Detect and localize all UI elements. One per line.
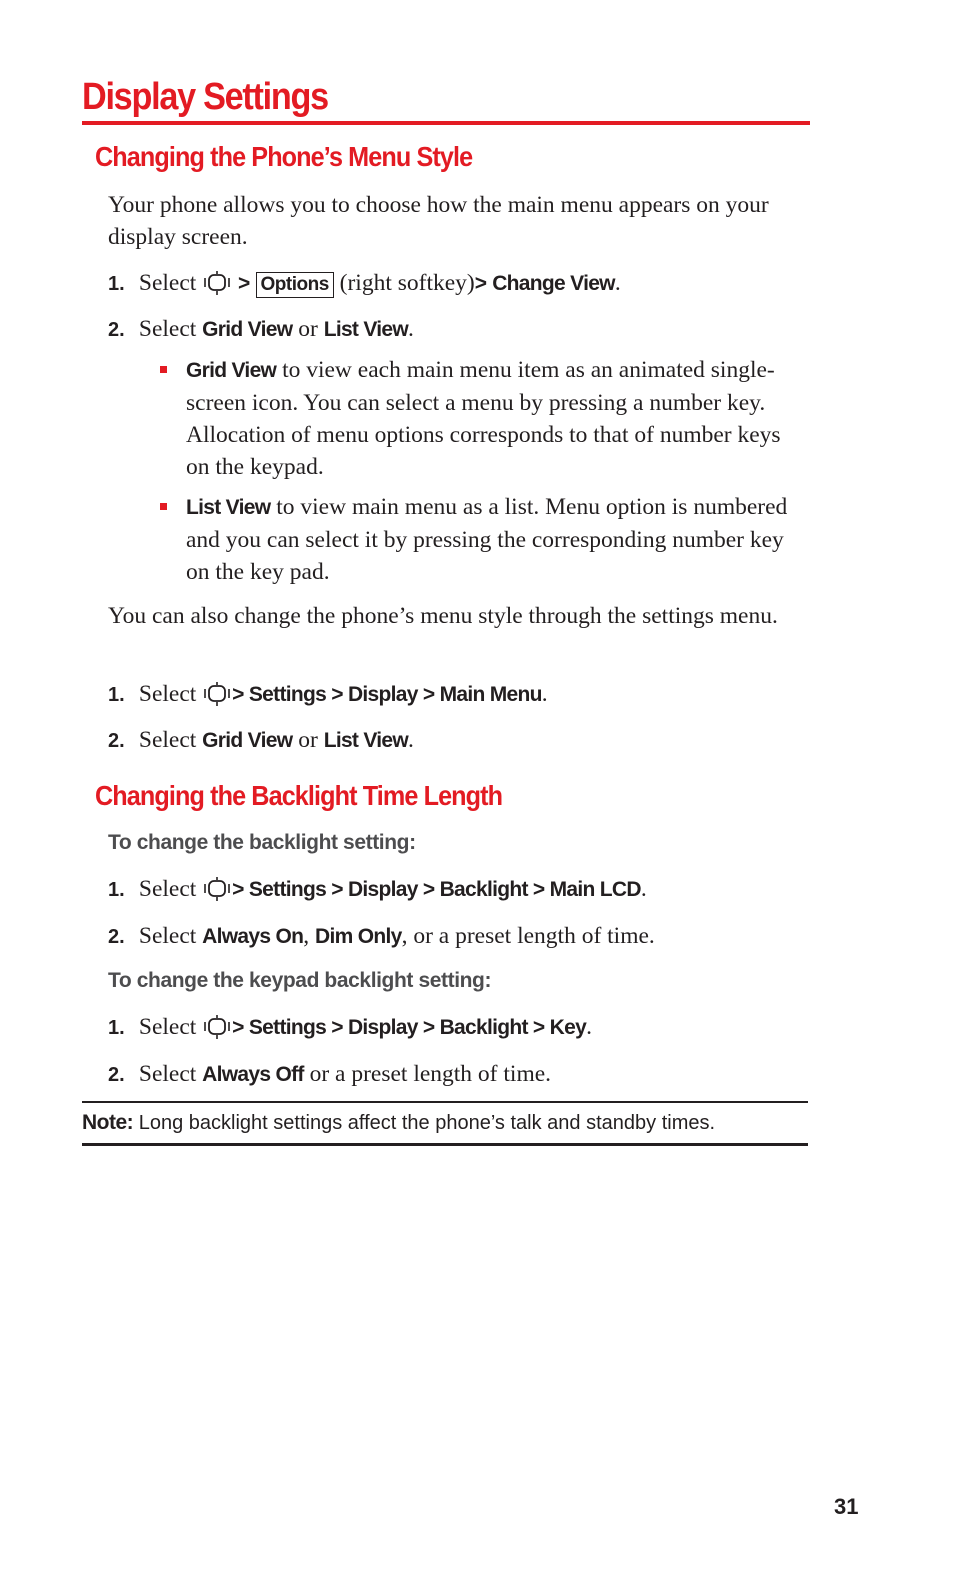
note-rule-bottom <box>82 1143 808 1146</box>
step-1-key <box>108 1011 808 1044</box>
title-rule <box>82 121 810 125</box>
step-2-grid-or-list <box>108 313 808 346</box>
page-title: Display Settings <box>82 76 328 118</box>
step-2-always-on <box>108 920 808 953</box>
menu-option-always-off: Always Off <box>202 1063 304 1086</box>
subheading-backlight: To change the backlight setting: <box>108 831 416 854</box>
note-text: Long backlight settings affect the phone’s talk and standby times. <box>138 1112 716 1134</box>
subheading-keypad-backlight: To change the keypad backlight setting: <box>108 969 492 992</box>
menu-key-icon <box>202 876 232 902</box>
select-word: Select <box>138 876 197 902</box>
menu-option-dim-only: Dim Only <box>315 925 402 948</box>
select-word: Select <box>138 727 197 753</box>
step-number: 2. <box>108 319 125 341</box>
path-separator: > <box>238 272 250 295</box>
period: . <box>614 270 621 296</box>
period: . <box>640 876 647 902</box>
menu-option-always-on: Always On <box>202 925 304 948</box>
step-number: 2. <box>108 730 125 752</box>
step-2-grid-or-list <box>108 724 808 757</box>
path-separator: > <box>474 272 487 295</box>
square-bullet <box>160 366 167 373</box>
menu-option-grid-view: Grid View <box>202 729 293 752</box>
period: . <box>541 681 548 707</box>
bullet-grid-view <box>186 354 806 483</box>
step-number: 2. <box>108 926 125 948</box>
or-word: or <box>298 727 318 753</box>
menu-option-grid-view: Grid View <box>202 318 293 341</box>
bullet-term: Grid View <box>186 359 277 382</box>
note-label: Note: <box>82 1111 134 1134</box>
also-paragraph: You can also change the phone’s menu style through the settings menu. <box>108 603 778 629</box>
select-word: Select <box>138 1061 197 1087</box>
step-number: 1. <box>108 879 125 901</box>
bullet-list-view <box>186 491 806 588</box>
step-2-always-off <box>108 1058 808 1091</box>
or-word: or <box>298 316 318 342</box>
options-softkey: Options <box>256 272 334 298</box>
menu-option-list-view: List View <box>323 729 409 752</box>
period: . <box>408 727 414 753</box>
menu-key-icon <box>202 1014 232 1040</box>
step-number: 1. <box>108 1017 125 1039</box>
select-word: Select <box>138 1014 197 1040</box>
page-number: 31 <box>834 1494 859 1519</box>
menu-option-change-view: Change View <box>492 272 615 295</box>
step-number: 1. <box>108 684 125 706</box>
softkey-note: (right softkey) <box>339 270 475 296</box>
step-1-main-lcd <box>108 873 808 906</box>
select-word: Select <box>138 316 197 342</box>
step-rest-text: , or a preset length of time. <box>401 923 655 949</box>
menu-key-icon <box>202 270 232 296</box>
comma: , <box>303 923 310 949</box>
menu-option-list-view: List View <box>323 318 409 341</box>
bullet-term: List View <box>186 496 271 519</box>
note-box <box>82 1106 715 1140</box>
intro-paragraph: Your phone allows you to choose how the main menu appears on your display screen. <box>108 192 769 250</box>
menu-key-icon <box>202 681 232 707</box>
menu-path: > Settings > Display > Backlight > Key <box>232 1016 587 1039</box>
step-rest-text: or a preset length of time. <box>309 1061 552 1087</box>
select-word: Select <box>138 923 197 949</box>
square-bullet <box>160 503 167 510</box>
step-1-change-view <box>108 267 808 300</box>
section-heading-menu-style: Changing the Phone’s Menu Style <box>95 141 473 172</box>
bullet-text: to view main menu as a list. Menu option is numbered and you can select it by pressing the corresponding number key on the key pad. <box>186 494 788 585</box>
step-1-main-menu <box>108 678 808 711</box>
section-heading-backlight: Changing the Backlight Time Length <box>95 780 503 811</box>
bullet-text: to view each main menu item as an animated single-screen icon. You can select a menu by pressing a number key. Allocation of menu options corresponds to that of number keys on the keypad. <box>186 357 781 480</box>
select-word: Select <box>138 270 197 296</box>
period: . <box>408 316 414 342</box>
menu-path: > Settings > Display > Main Menu <box>232 683 542 706</box>
period: . <box>586 1014 592 1040</box>
note-rule-top <box>82 1101 808 1103</box>
menu-path: > Settings > Display > Backlight > Main LCD <box>232 878 641 901</box>
step-number: 2. <box>108 1064 125 1086</box>
step-number: 1. <box>108 273 125 295</box>
select-word: Select <box>138 681 197 707</box>
